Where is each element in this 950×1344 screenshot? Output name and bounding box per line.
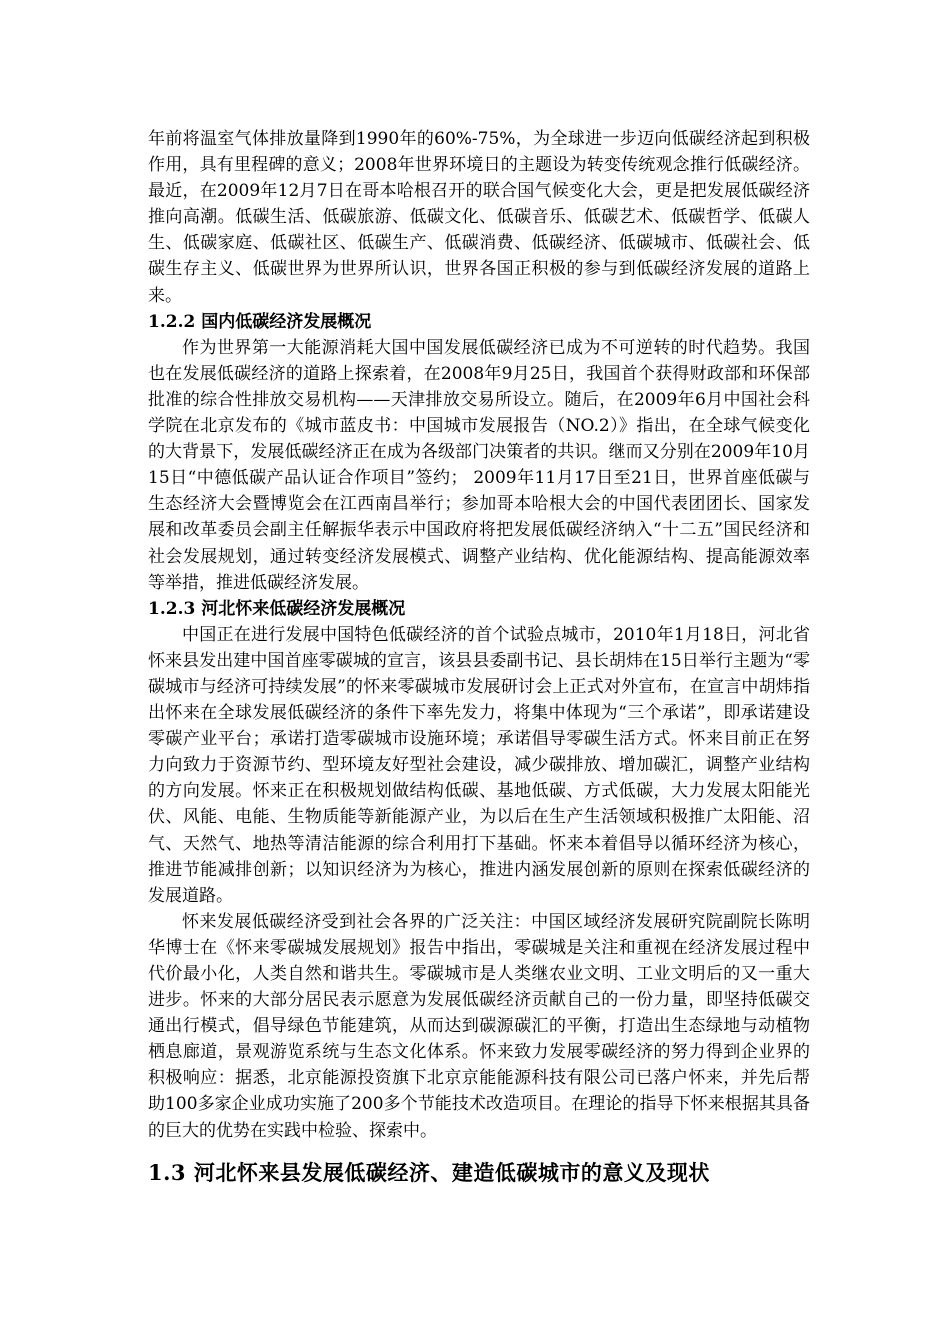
heading-1-2-2: 1.2.2 国内低碳经济发展概况	[148, 311, 372, 332]
paragraph-intro: 年前将温室气体排放量降到1990年的60%-75%，为全球进一步迈向低碳经济起到积极作用，具有里程碑的意义；2008年世界环境日的主题设为转变传统观念推行低碳经济。最近，在2009年12月7日在哥本哈根召开的联合国气候变化大会，更是把发展低碳经济推向高潮。低碳生活、低碳旅游、低碳文化、低碳音乐、低碳艺术、低碳哲学、低碳人生、低碳家庭、低碳社区、低碳生产、低碳消费、低碳经济、低碳城市、低碳社会、低碳生存主义、低碳世界为世界所认识，世界各国正积极的参与到低碳经济发展的道路上来。	[148, 129, 810, 306]
heading-1-3: 1.3 河北怀来县发展低碳经济、建造低碳城市的意义及现状	[148, 1159, 710, 1185]
paragraph-huailai-overview: 中国正在进行发展中国特色低碳经济的首个试验点城市，2010年1月18日，河北省怀来县发出建中国首座零碳城的宣言，该县县委副书记、县长胡炜在15日举行主题为“零碳城市与经济可持续发展”的怀来零碳城市发展研讨会上正式对外宣布，在宣言中胡炜指出怀来在全球发展低碳经济的条件下率先发力，将集中体现为“三个承诺”，即承诺建设零碳产业平台；承诺打造零碳城市设施环境；承诺倡导零碳生活方式。怀来目前正在努力向致力于资源节约、型环境友好型社会建设，减少碳排放、增加碳汇，调整产业结构的方向发展。怀来正在积极规划做结构低碳、基地低碳、方式低碳，大力发展太阳能光伏、风能、电能、生物质能等新能源产业，为以后在生产生活领域积极推广太阳能、沼气、天然气、地热等清洁能源的综合利用打下基础。怀来本着倡导以循环经济为核心，推进节能减排创新；以知识经济为为核心，推进内涵发展创新的原则在探索低碳经济的发展道路。	[148, 624, 810, 906]
heading-1-2-3: 1.2.3 河北怀来低碳经济发展概况	[148, 598, 406, 619]
paragraph-huailai-attention: 怀来发展低碳经济受到社会各界的广泛关注：中国区域经济发展研究院副院长陈明华博士在《怀来零碳城发展规划》报告中指出，零碳城是关注和重视在经济发展过程中代价最小化，人类自然和谐共生。零碳城市是人类继农业文明、工业文明后的又一重大进步。怀来的大部分居民表示愿意为发展低碳经济贡献自己的一份力量，即坚持低碳交通出行模式，倡导绿色节能建筑，从而达到碳源碳汇的平衡，打造出生态绿地与动植物栖息廊道，景观游览系统与生态文化体系。怀来致力发展零碳经济的努力得到企业界的积极响应：据悉，北京能源投资旗下北京京能能源科技有限公司已落户怀来，并先后帮助100多家企业成功实施了200多个节能技术改造项目。在理论的指导下怀来根据其具备的巨大的优势在实践中检验、探索中。	[148, 911, 810, 1141]
document-page	[148, 126, 810, 1188]
paragraph-domestic-low-carbon: 作为世界第一大能源消耗大国中国发展低碳经济已成为不可逆转的时代趋势。我国也在发展低碳经济的道路上探索着，在2008年9月25日，我国首个获得财政部和环保部批准的综合性排放交易机构——天津排放交易所设立。随后，在2009年6月中国社会科学院在北京发布的《城市蓝皮书：中国城市发展报告（NO.2）》指出，在全球气候变化的大背景下，发展低碳经济正在成为各级部门决策者的共识。继而又分别在2009年10月15日“中德低碳产品认证合作项目”签约； 2009年11月17日至21日，世界首座低碳与生态经济大会暨博览会在江西南昌举行；参加哥本哈根大会的中国代表团团长、国家发展和改革委员会副主任解振华表示中国政府将把发展低碳经济纳入“十二五”国民经济和社会发展规划，通过转变经济发展模式、调整产业结构、优化能源结构、提高能源效率等举措，推进低碳经济发展。	[148, 337, 810, 593]
